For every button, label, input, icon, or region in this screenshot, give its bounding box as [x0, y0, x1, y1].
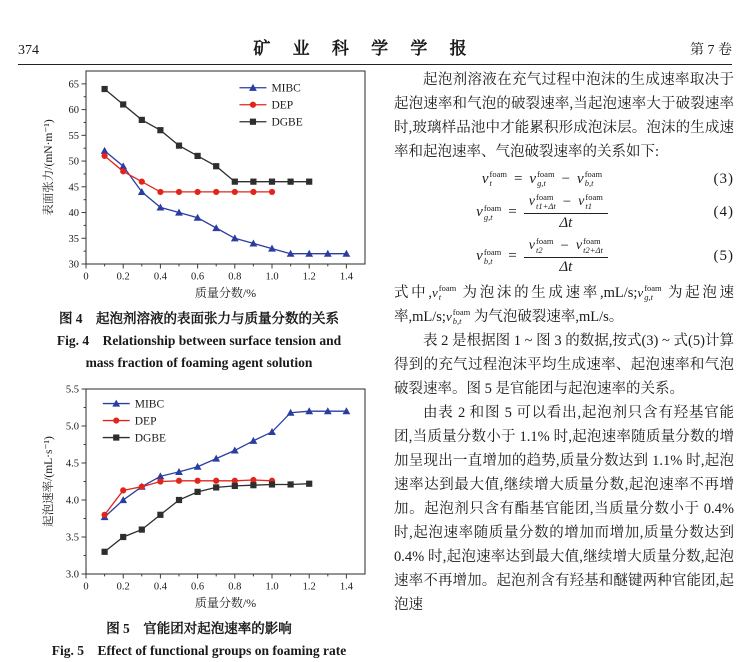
- series-dep: [102, 153, 276, 195]
- chart-legend: [103, 398, 166, 444]
- series-mibc: [101, 147, 351, 257]
- svg-text:65: 65: [68, 79, 79, 91]
- math-variable: v foam g,t: [529, 169, 555, 188]
- figure5-chart: [40, 380, 378, 612]
- svg-text:MIBC: MIBC: [271, 82, 301, 95]
- figure5-caption-cn: 图 5 官能团对起泡速率的影响: [106, 621, 292, 636]
- svg-text:30: 30: [68, 259, 79, 271]
- equation: v foam g,t = v foam t1+Δt − v foam t1 Δt (4): [476, 192, 734, 231]
- equation: v foam b,t = v foam t2 − v foam t2+Δt Δt (5): [476, 236, 734, 275]
- svg-text:0.4: 0.4: [153, 271, 167, 283]
- svg-text:40: 40: [68, 208, 79, 220]
- svg-text:0.4: 0.4: [153, 581, 167, 593]
- math-variable: v foam b,t: [577, 169, 603, 188]
- svg-text:DGBE: DGBE: [134, 432, 167, 445]
- right-column: [394, 62, 734, 662]
- svg-text:35: 35: [68, 233, 79, 245]
- figure4-caption-cn: 图 4 起泡剂溶液的表面张力与质量分数的关系: [58, 311, 340, 326]
- svg-text:0.6: 0.6: [191, 581, 205, 593]
- page-content: [18, 62, 734, 662]
- equation: v foam t = v foam g,t − v foam b,t (3): [481, 169, 734, 188]
- chart-frame: [86, 71, 365, 264]
- svg-text:1.4: 1.4: [339, 581, 353, 593]
- svg-text:1.2: 1.2: [302, 581, 316, 593]
- volume-label: 第 7 卷: [690, 43, 732, 58]
- paragraph-where: 式中, v foam t 为泡沫的生成速率,mL/s; v foam g,t 为起泡速率,mL/s; v foam b,t 为气泡破裂速率,mL/s。: [394, 281, 734, 329]
- y-axis-label: 表面张力/(mN·m⁻¹): [43, 119, 55, 216]
- left-column: [18, 62, 380, 662]
- chart-frame: [86, 389, 365, 574]
- svg-text:5.5: 5.5: [65, 384, 79, 396]
- svg-text:DEP: DEP: [134, 415, 157, 428]
- svg-text:55: 55: [68, 130, 79, 142]
- x-axis-label: 质量分数/%: [194, 286, 257, 300]
- math-variable: v foam b,t: [476, 246, 502, 266]
- svg-text:1.4: 1.4: [339, 271, 353, 283]
- svg-text:50: 50: [68, 156, 79, 168]
- math-variable: v foam t2: [528, 236, 554, 255]
- equations-block: [394, 170, 734, 276]
- figure5-chart-wrap: [40, 380, 380, 617]
- svg-text:0.8: 0.8: [228, 581, 242, 593]
- chart-legend: [239, 83, 302, 129]
- equation-number: (3): [713, 170, 734, 187]
- math-variable: v foam b,t: [445, 307, 471, 326]
- journal-title: 矿 业 科 学 学 报: [253, 39, 476, 58]
- svg-text:1.2: 1.2: [302, 271, 316, 283]
- page-header: [18, 34, 732, 65]
- math-variable: v foam t: [481, 169, 507, 188]
- paragraph-discussion: 由表 2 和图 5 可以看出,起泡剂只含有羟基官能团,当质量分数小于 1.1% 时,起泡速率随质量分数的增加呈现出一直增加的趋势,质量分数达到 1.1% 时,起泡速率达到最大值,继续增大质量分数,起泡速率不再增加。起泡剂只含有酯基官能团,当质量分数小于 0.4% 时,起泡速率随质量分数的增加而增加,质量分数达到 0.4% 时,起泡速率达到最大值,继续增大质量分数,起泡速率不再增加。起泡剂含有羟基和醚键两种官能团,起泡速: [394, 405, 734, 613]
- equation-number: (4): [713, 204, 734, 220]
- svg-text:0.6: 0.6: [191, 271, 205, 283]
- series-dgbe: [102, 481, 313, 555]
- figure4-caption-en-line2: mass fraction of foaming agent solution: [85, 355, 313, 370]
- figure5-caption-en: Fig. 5 Effect of functional groups on foaming rate: [51, 643, 347, 658]
- figure4-caption-en-line1: Fig. 4 Relationship between surface tension and: [56, 333, 342, 348]
- y-axis-label: 起泡速率/(mL·s⁻¹): [43, 436, 55, 527]
- svg-text:60: 60: [68, 105, 79, 117]
- page-number: 374: [18, 43, 39, 58]
- svg-text:0.2: 0.2: [116, 581, 130, 593]
- svg-text:0.2: 0.2: [116, 271, 130, 283]
- svg-text:1.0: 1.0: [265, 271, 279, 283]
- svg-text:5.0: 5.0: [65, 421, 79, 433]
- math-variable: v foam t1: [578, 192, 603, 211]
- x-axis-label: 质量分数/%: [194, 596, 257, 610]
- svg-text:0: 0: [83, 271, 89, 283]
- math-variable: v foam t2+Δt: [575, 236, 603, 255]
- svg-text:4.0: 4.0: [65, 495, 79, 507]
- math-variable: v foam t: [431, 283, 457, 302]
- svg-text:0: 0: [83, 581, 89, 593]
- figure4-chart-wrap: [40, 62, 380, 307]
- svg-text:DGBE: DGBE: [271, 116, 303, 129]
- svg-text:MIBC: MIBC: [134, 398, 165, 411]
- svg-text:DEP: DEP: [271, 99, 294, 112]
- svg-text:45: 45: [68, 182, 79, 194]
- paragraph-intro: 起泡剂溶液在充气过程中泡沫的生成速率取决于起泡速率和气泡的破裂速率,当起泡速率大于破裂速率时,玻璃样品池中才能累积形成泡沫层。泡沫的生成速率和起泡速率、气泡破裂速率的关系如下:: [394, 72, 734, 160]
- math-variable: v foam t1+Δt: [528, 192, 556, 211]
- math-variable: v foam g,t: [637, 283, 662, 302]
- paragraph-table2: 表 2 是根据图 1 ~ 图 3 的数据,按式(3) ~ 式(5)计算得到的充气过程泡沫平均生成速率、起泡速率和气泡破裂速率。图 5 是官能团与起泡速率的关系。: [394, 333, 734, 397]
- math-variable: v foam g,t: [476, 202, 502, 222]
- svg-text:3.5: 3.5: [65, 532, 79, 544]
- svg-text:4.5: 4.5: [65, 458, 79, 470]
- figure4-chart: [40, 62, 378, 302]
- svg-text:0.8: 0.8: [228, 271, 242, 283]
- svg-text:1.0: 1.0: [265, 581, 279, 593]
- svg-text:3.0: 3.0: [65, 569, 79, 581]
- equation-number: (5): [713, 248, 734, 264]
